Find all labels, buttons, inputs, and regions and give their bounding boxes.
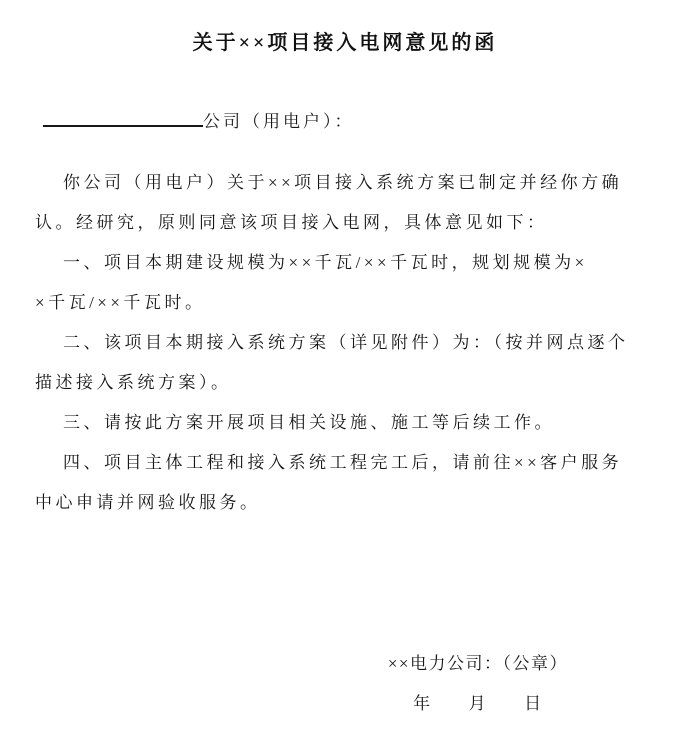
letter-body <box>35 163 662 523</box>
document-title: 关于××项目接入电网意见的函 <box>192 32 498 54</box>
body-line: 描述接入系统方案）。 <box>35 373 232 392</box>
body-line: 你公司（用电户）关于××项目接入系统方案已制定并经你方确 <box>63 173 623 192</box>
signature-date: 年 月 日 <box>413 694 543 713</box>
recipient-line <box>43 107 660 135</box>
recipient-label: 公司（用电户）： <box>203 112 355 131</box>
body-line: ×千瓦/××千瓦时。 <box>35 293 206 312</box>
body-line: 三、请按此方案开展项目相关设施、施工等后续工作。 <box>63 413 555 432</box>
body-line: 一、项目本期建设规模为××千瓦/××千瓦时，规划规模为× <box>63 253 588 272</box>
body-line: 二、该项目本期接入系统方案（详见附件）为：（按并网点逐个 <box>63 333 629 352</box>
signature-company: ××电力公司：（公章） <box>387 654 568 673</box>
body-line: 中心申请并网验收服务。 <box>35 493 261 512</box>
recipient-blank-underline <box>43 107 203 127</box>
signature-block <box>388 644 568 724</box>
body-line: 四、项目主体工程和接入系统工程完工后，请前往××客户服务 <box>63 453 623 472</box>
body-line: 认。经研究，原则同意该项目接入电网，具体意见如下： <box>35 213 548 232</box>
